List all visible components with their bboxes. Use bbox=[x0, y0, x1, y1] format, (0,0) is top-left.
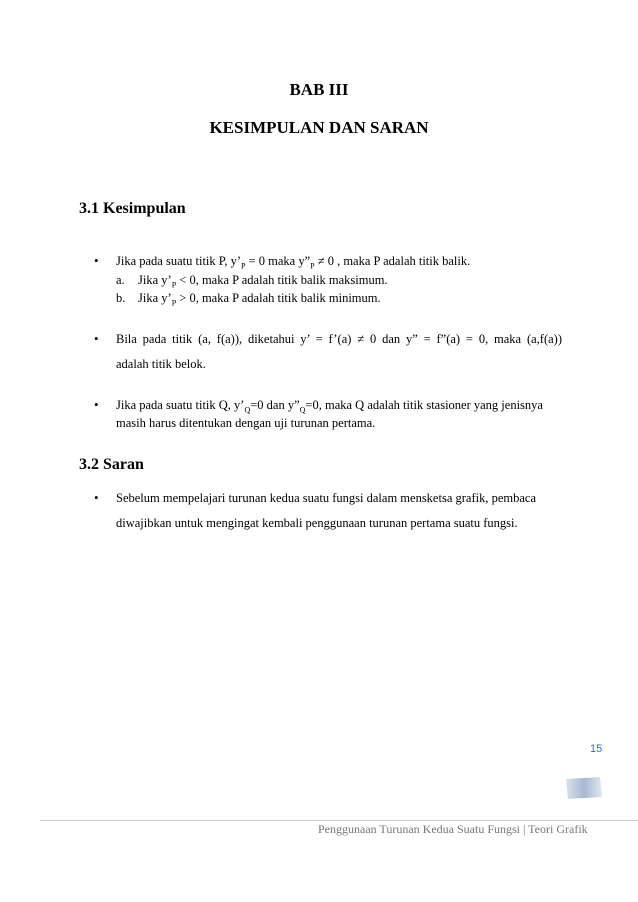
section-heading-saran: 3.2 Saran bbox=[79, 456, 144, 473]
kesimpulan-point-3-line1: Jika pada suatu titik Q, $y’_Q=0$ dan $y”_Q=0$, maka Q adalah titik stasioner yang jenisnya bbox=[116, 398, 543, 415]
bullet-marker: • bbox=[94, 397, 99, 412]
kesimpulan-point-3-line2: masih harus ditentukan dengan uji turunan pertama. bbox=[116, 416, 376, 430]
footer-divider bbox=[40, 820, 638, 821]
kesimpulan-point-2-line1: Bila pada titik (a, f(a)), diketahui y’ = f’(a) ≠ 0 dan y” = f”(a) = 0, maka (a,f(a)) bbox=[116, 332, 562, 346]
subpoint-a-label: a. bbox=[116, 273, 125, 287]
kesimpulan-point-1: Jika pada suatu titik P, $y’_P = 0$ maka $y”_P \ne 0$ , maka P adalah titik balik. bbox=[116, 254, 471, 271]
subpoint-b: Jika $y’_P > 0$, maka P adalah titik balik minimum. bbox=[138, 291, 381, 308]
page-number: 15 bbox=[590, 743, 603, 755]
saran-point-1-line2: diwajibkan untuk mengingat kembali penggunaan turunan pertama suatu fungsi. bbox=[116, 516, 518, 530]
page-corner-decoration-icon bbox=[566, 775, 602, 799]
footer-text: Penggunaan Turunan Kedua Suatu Fungsi | Teori Grafik bbox=[318, 822, 588, 836]
subpoint-b-label: b. bbox=[116, 291, 126, 305]
chapter-title: KESIMPULAN DAN SARAN bbox=[209, 118, 429, 137]
bullet-marker: • bbox=[94, 490, 99, 505]
saran-point-1-line1: Sebelum mempelajari turunan kedua suatu fungsi dalam mensketsa grafik, pembaca bbox=[116, 491, 537, 505]
chapter-number: BAB III bbox=[289, 80, 349, 99]
kesimpulan-point-2-line2: adalah titik belok. bbox=[116, 357, 206, 371]
bullet-marker: • bbox=[94, 331, 99, 346]
section-heading-kesimpulan: 3.1 Kesimpulan bbox=[79, 200, 186, 217]
bullet-marker: • bbox=[94, 253, 99, 268]
subpoint-a: Jika $y’_P < 0$, maka P adalah titik balik maksimum. bbox=[138, 273, 388, 290]
